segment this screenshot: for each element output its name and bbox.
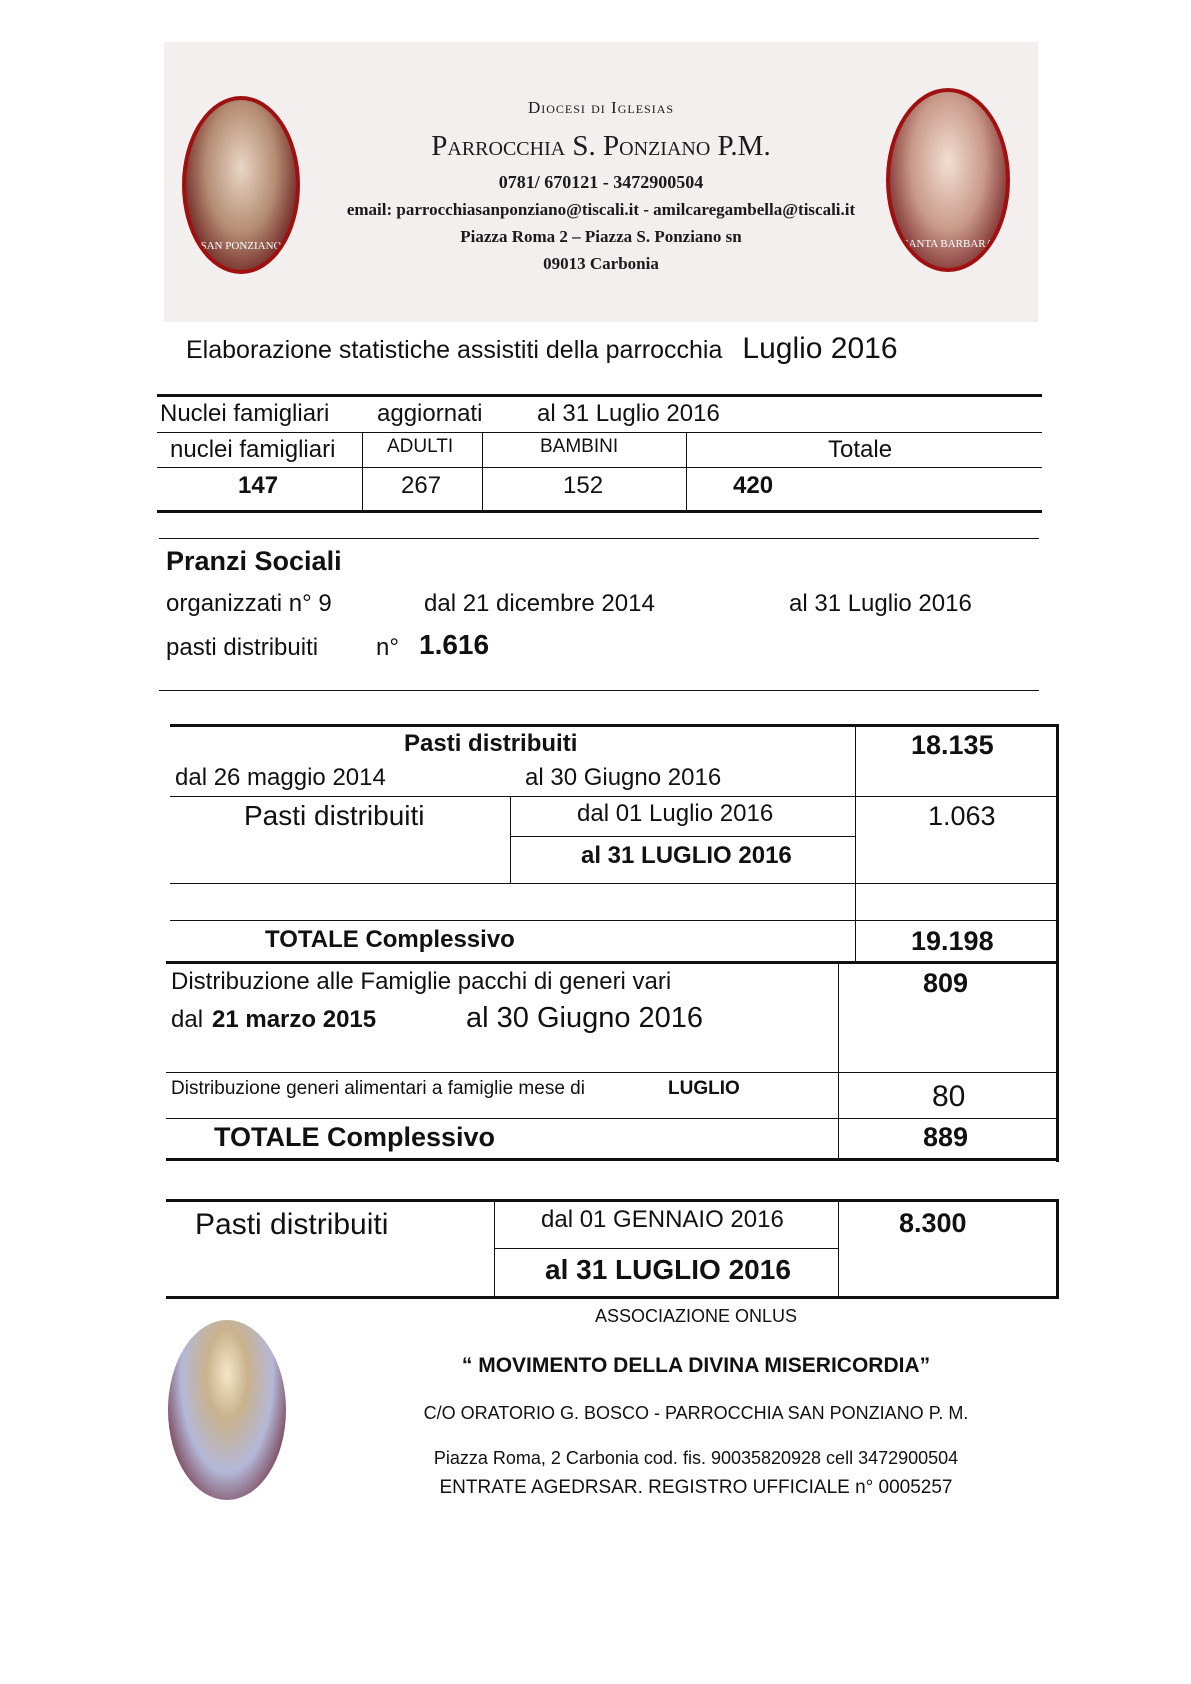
diocese-name: Diocesi di Iglesias (527, 98, 675, 117)
pasti-value: 1.616 (419, 629, 490, 660)
table-border (838, 963, 839, 1159)
parish-name: Parrocchia S. Ponziano P.M. (431, 130, 771, 162)
table-border (166, 1296, 1058, 1299)
value-totale: 420 (733, 472, 774, 499)
table-border (482, 432, 483, 511)
table-border (1056, 1199, 1059, 1299)
pasti-r1-dal: dal 26 maggio 2014 (175, 764, 386, 791)
update-date: al 31 Luglio 2016 (537, 400, 720, 427)
table-border (686, 432, 687, 511)
pacchi-totale-label: TOTALE Complessivo (214, 1122, 496, 1152)
table-border (170, 920, 1058, 921)
table-border (157, 394, 1042, 397)
anno-value: 8.300 (899, 1208, 967, 1238)
pranzi-organizzati: organizzati n° 9 (166, 590, 332, 617)
table-border (838, 1200, 839, 1297)
table-border (855, 724, 856, 962)
pasti-totale-value: 19.198 (911, 926, 994, 956)
nuclei-label: Nuclei famigliari (160, 400, 330, 427)
table-border (170, 796, 1058, 797)
table-border (166, 1118, 1058, 1119)
parish-address: Piazza Roma 2 – Piazza S. Ponziano sn (460, 227, 742, 246)
pasti-r1-al: al 30 Giugno 2016 (525, 764, 722, 791)
table-border (166, 961, 1058, 964)
table-border (157, 510, 1042, 513)
table-border (1056, 724, 1059, 1162)
letterhead-banner (164, 42, 1038, 322)
header-nuclei: nuclei famigliari (170, 436, 336, 463)
pasti-n: n° (376, 634, 399, 661)
pranzi-title: Pranzi Sociali (166, 546, 342, 576)
header-adulti: ADULTI (387, 436, 454, 457)
table-border (362, 432, 363, 511)
pasti-r1-value: 18.135 (911, 730, 994, 760)
pacchi-r1-al: al 30 Giugno 2016 (466, 1002, 704, 1034)
table-border (157, 467, 1042, 468)
table-border (166, 1199, 1058, 1202)
pranzi-dal: dal 21 dicembre 2014 (424, 590, 655, 617)
pasti-label: pasti distribuiti (166, 634, 319, 661)
pasti-r2-label: Pasti distribuiti (244, 800, 425, 831)
value-adulti: 267 (401, 472, 442, 499)
table-border (166, 1158, 1058, 1161)
table-border (170, 724, 1058, 727)
footer-assoc: ASSOCIAZIONE ONLUS (594, 1306, 798, 1326)
table-border (510, 836, 856, 837)
pacchi-r1-line1: Distribuzione alle Famiglie pacchi di generi vari (171, 968, 672, 995)
pacchi-r1-dal-date: 21 marzo 2015 (212, 1006, 377, 1033)
pacchi-r2-month: LUGLIO (668, 1078, 740, 1099)
header-totale: Totale (828, 436, 893, 463)
pasti-r2-value: 1.063 (928, 801, 996, 831)
document-title (186, 332, 898, 366)
pasti-r1-title: Pasti distribuiti (404, 730, 578, 757)
pacchi-r1-dal: dal (171, 1006, 204, 1033)
pacchi-r2-value: 80 (932, 1080, 966, 1113)
pasti-r2-dal: dal 01 Luglio 2016 (577, 800, 774, 827)
footer-address: Piazza Roma, 2 Carbonia cod. fis. 90035820928 cell 3472900504 (433, 1448, 959, 1468)
table-border (157, 432, 1042, 433)
table-border (494, 1200, 495, 1297)
anno-dal: dal 01 GENNAIO 2016 (541, 1206, 784, 1233)
pasti-totale-label: TOTALE Complessivo (265, 926, 515, 953)
divine-mercy-image (168, 1320, 286, 1500)
san-ponziano-label: SAN PONZIANO (200, 240, 282, 252)
footer-name: “ MOVIMENTO DELLA DIVINA MISERICORDIA” (461, 1354, 931, 1377)
parish-city: 09013 Carbonia (543, 254, 659, 273)
value-nuclei: 147 (238, 472, 279, 499)
table-border (166, 1072, 1058, 1073)
section-divider (159, 690, 1039, 691)
header-bambini: BAMBINI (540, 436, 619, 457)
santa-barbara-label: SANTA BARBARA (902, 238, 994, 250)
parish-email: email: parrocchiasanponziano@tiscali.it - amilcaregambella@tiscali.it (346, 200, 856, 219)
table-border (170, 883, 1058, 884)
anno-label: Pasti distribuiti (195, 1208, 389, 1241)
value-bambini: 152 (563, 472, 604, 499)
pranzi-al: al 31 Luglio 2016 (789, 590, 972, 617)
parish-phone: 0781/ 670121 - 3472900504 (498, 172, 704, 192)
section-divider (159, 538, 1039, 539)
aggiornati-label: aggiornati (377, 400, 483, 427)
document-title-month: Luglio 2016 (742, 332, 898, 365)
footer-registry: ENTRATE AGEDRSAR. REGISTRO UFFICIALE n° 0005257 (439, 1477, 953, 1498)
pacchi-r2-label: Distribuzione generi alimentari a famiglie mese di (171, 1078, 585, 1099)
table-border (495, 1248, 838, 1249)
pasti-r2-al: al 31 LUGLIO 2016 (581, 842, 792, 869)
anno-al: al 31 LUGLIO 2016 (545, 1254, 791, 1285)
document-title-text: Elaborazione statistiche assistiti della parrocchia (186, 336, 723, 364)
footer-co: C/O ORATORIO G. BOSCO - PARROCCHIA SAN PONZIANO P. M. (423, 1403, 969, 1423)
table-border (510, 796, 511, 884)
pacchi-totale-value: 889 (923, 1122, 969, 1152)
pacchi-r1-value: 809 (923, 968, 969, 998)
